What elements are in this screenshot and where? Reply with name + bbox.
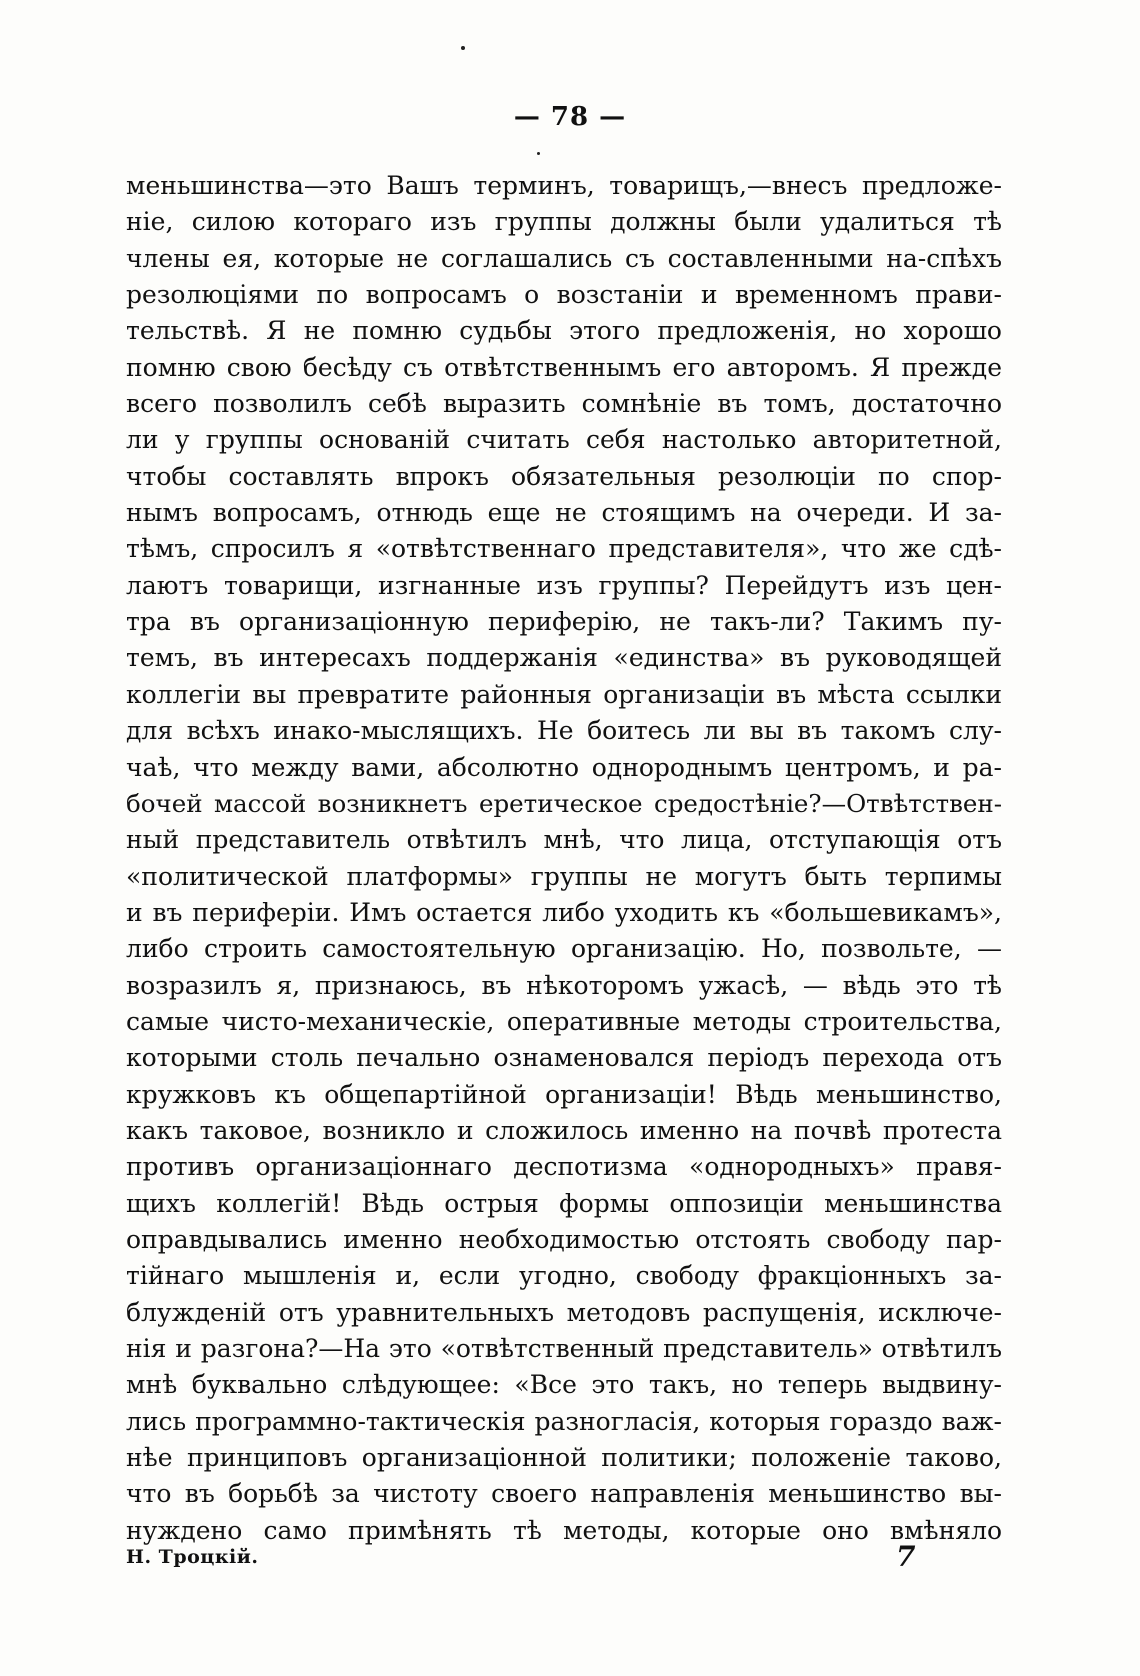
text-line: «политической платформы» группы не могутъ быть терпимы — [126, 861, 1002, 891]
text-line: либо строить самостоятельную организацiю. Но, позвольте, — — [126, 934, 1002, 964]
text-line: тра въ организацiонную периферiю, не такъ-ли? Такимъ пу- — [126, 607, 1002, 637]
text-line: меньшинства—это Вашъ терминъ, товарищъ,—внесъ предложе- — [126, 171, 1002, 200]
text-line: тiйнаго мышленiя и, если угодно, свободу фракцiонныхъ за- — [126, 1261, 1002, 1291]
text-line: оправдывались именно необходимостью отстоять свободу пар- — [126, 1224, 1002, 1254]
signature-mark: 7 — [896, 1540, 916, 1573]
text-line: всего позволилъ себѣ выразить сомнѣнiе въ томъ, достаточно — [126, 389, 1002, 419]
text-line: чаѣ, что между вами, абсолютно однороднымъ центромъ, и ра- — [126, 752, 1002, 782]
text-line: которыми столь печально ознаменовался перiодъ перехода отъ — [126, 1043, 1002, 1073]
text-line: возразилъ я, признаюсь, въ нѣкоторомъ ужасѣ, — вѣдь это тѣ — [126, 970, 1002, 1000]
text-line: противъ организацiоннаго деспотизма «однородныхъ» правя- — [126, 1152, 1002, 1182]
text-line: темъ, въ интересахъ поддержанiя «единства» въ руководящей — [126, 643, 1002, 673]
text-line: ный представитель отвѣтилъ мнѣ, что лица, отступающiя отъ — [126, 825, 1002, 855]
text-line: тѣмъ, спросилъ я «отвѣтственнаго представителя», что же сдѣ- — [126, 534, 1002, 564]
text-line: и въ периферiи. Имъ остается либо уходить къ «большевикамъ», — [126, 897, 1002, 927]
text-line: нiе, силою котораго изъ группы должны были удалиться тѣ — [126, 207, 1002, 237]
text-line: коллегiи вы превратите районныя организацiи въ мѣста ссылки — [126, 679, 1002, 709]
body-text — [126, 168, 1002, 1549]
text-line: помню свою бесѣду съ отвѣтственнымъ его авторомъ. Я прежде — [126, 352, 1002, 382]
print-speck — [537, 152, 540, 155]
text-line: какъ таковое, возникло и сложилось именно на почвѣ протеста — [126, 1115, 1002, 1145]
text-line: нѣе принциповъ организацiонной политики; положенiе таково, — [126, 1443, 1002, 1473]
text-line: щихъ коллегiй! Вѣдь острыя формы оппозицiи меньшинства — [126, 1188, 1002, 1218]
text-line: ли у группы основанiй считать себя настолько авторитетной, — [126, 425, 1002, 455]
text-line: нымъ вопросамъ, отнюдь еще не стоящимъ на очереди. И за- — [126, 498, 1002, 528]
text-line: члены ея, которые не соглашались съ составленными на-спѣхъ — [126, 243, 1002, 273]
text-line: блужденiй отъ уравнительныхъ методовъ распущенiя, исключе- — [126, 1297, 1002, 1327]
text-line: лаютъ товарищи, изгнанные изъ группы? Перейдутъ изъ цен- — [126, 570, 1002, 600]
text-line: мнѣ буквально слѣдующее: «Все это такъ, но теперь выдвину- — [126, 1370, 1002, 1400]
text-line: резолюцiями по вопросамъ о возстанiи и временномъ прави- — [126, 280, 1002, 310]
print-speck — [461, 46, 465, 50]
text-line: что въ борьбѣ за чистоту своего направленiя меньшинство вы- — [126, 1479, 1002, 1509]
text-line: самые чисто-механическiе, оперативные методы строительства, — [126, 1006, 1002, 1036]
text-line: нуждено само примѣнять тѣ методы, которые оно вмѣняло — [126, 1515, 1002, 1545]
text-line: тельствѣ. Я не помню судьбы этого предложенiя, но хорошо — [126, 316, 1002, 346]
text-line: бочей массой возникнетъ еретическое средостѣнiе?—Отвѣтствен- — [126, 788, 1002, 818]
text-line: чтобы составлять впрокъ обязательныя резолюцiи по спор- — [126, 461, 1002, 491]
page-number: — 78 — — [513, 102, 627, 132]
text-line: кружковъ къ общепартiйной организацiи! Вѣдь меньшинство, — [126, 1079, 1002, 1109]
text-line: для всѣхъ инако-мыслящихъ. Не боитесь ли вы въ такомъ слу- — [126, 716, 1002, 746]
footer-author: Н. Троцкiй. — [126, 1546, 259, 1568]
page-footer — [126, 1540, 1002, 1580]
text-line: нiя и разгона?—На это «отвѣтственный представитель» отвѣтилъ — [126, 1334, 1002, 1363]
text-line: лись программно-тактическiя разногласiя, которыя гораздо важ- — [126, 1406, 1002, 1436]
